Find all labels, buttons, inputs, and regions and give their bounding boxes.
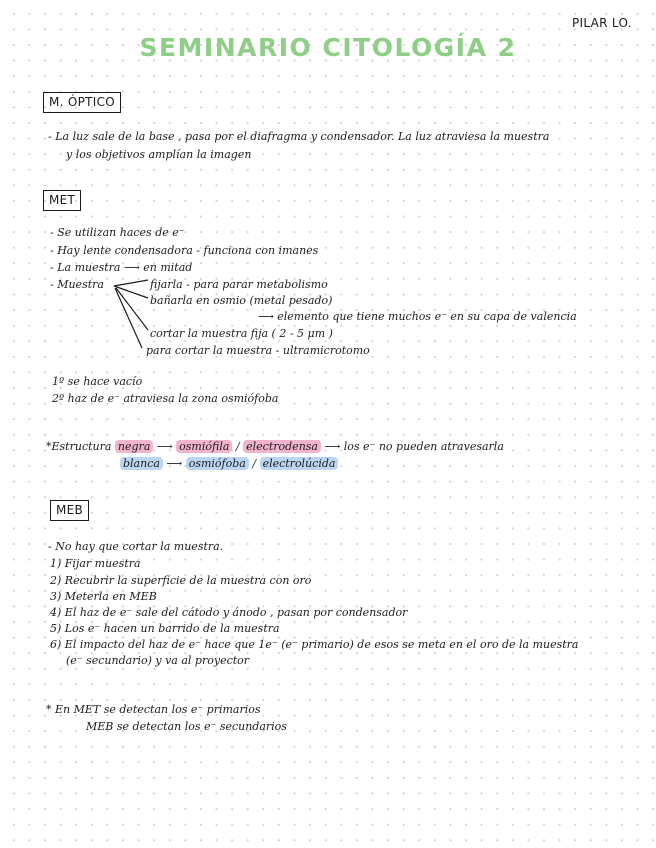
meb-step-6-cont: (e⁻ secundario) y va al proyector bbox=[66, 654, 250, 667]
optico-line-2: y los objetivos amplían la imagen bbox=[66, 148, 252, 161]
met-item-1: - Se utilizan haces de e⁻ bbox=[50, 226, 185, 239]
section-heading-optico: M. ÓPTICO bbox=[43, 92, 121, 113]
met-branch-cortar: cortar la muestra fija ( 2 - 5 μm ) bbox=[150, 327, 333, 340]
note-line-1: * En MET se detectan los e⁻ primarios bbox=[46, 703, 261, 716]
section-heading-meb: MEB bbox=[50, 500, 89, 521]
estructura-label: *Estructura bbox=[46, 440, 112, 453]
met-branch-ultramicrotomo: para cortar la muestra - ultramicrotomo bbox=[146, 344, 370, 357]
author-name: PILAR LO. bbox=[572, 16, 632, 30]
estructura-row-1 bbox=[46, 440, 504, 453]
meb-step-1: 1) Fijar muestra bbox=[50, 557, 141, 570]
met-step-1: 1º se hace vacío bbox=[52, 375, 143, 388]
met-item-2: - Hay lente condensadora - funciona con imanes bbox=[50, 244, 319, 257]
met-branch-osmio: bañarla en osmio (metal pesado) bbox=[150, 294, 333, 307]
section-heading-met: MET bbox=[43, 190, 81, 211]
meb-step-5: 5) Los e⁻ hacen un barrido de la muestra bbox=[50, 622, 280, 635]
met-step-2: 2º haz de e⁻ atraviesa la zona osmiófoba bbox=[52, 392, 279, 405]
page-title: SEMINARIO CITOLOGÍA 2 bbox=[139, 33, 517, 62]
arrow-icon: ⟶ bbox=[166, 457, 183, 470]
meb-step-2: 2) Recubrir la superficie de la muestra con oro bbox=[50, 574, 312, 587]
met-branch-fijar: fijarla - para parar metabolismo bbox=[150, 278, 328, 291]
optico-line-1: - La luz sale de la base , pasa por el diafragma y condensador. La luz atraviesa la muestra bbox=[48, 130, 550, 143]
meb-step-3: 3) Meterla en MEB bbox=[50, 590, 157, 603]
highlight-negra: negra bbox=[115, 440, 153, 453]
highlight-osmiofila: osmiófila bbox=[176, 440, 232, 453]
slash-divider: / bbox=[252, 457, 257, 470]
highlight-osmiofoba: osmiófoba bbox=[186, 457, 249, 470]
highlight-electrolucida: electrolúcida bbox=[260, 457, 339, 470]
slash-divider: / bbox=[235, 440, 240, 453]
highlight-blanca: blanca bbox=[120, 457, 163, 470]
highlight-electrodensa: electrodensa bbox=[243, 440, 321, 453]
met-item-4: - Muestra bbox=[50, 278, 104, 291]
estructura-row-2 bbox=[120, 457, 338, 470]
meb-step-6: 6) El impacto del haz de e⁻ hace que 1e⁻ (e⁻ primario) de esos se meta en el oro de la muestra bbox=[50, 638, 579, 651]
meb-intro: - No hay que cortar la muestra. bbox=[48, 540, 224, 553]
note-line-2: MEB se detectan los e⁻ secundarios bbox=[86, 720, 287, 733]
met-branch-osmio-detail: ⟶ elemento que tiene muchos e⁻ en su capa de valencia bbox=[258, 310, 577, 323]
met-item-3: - La muestra ⟶ en mitad bbox=[50, 261, 193, 274]
estructura-result: ⟶ los e⁻ no pueden atravesarla bbox=[324, 440, 504, 453]
meb-step-4: 4) El haz de e⁻ sale del cátodo y ánodo , pasan por condensador bbox=[50, 606, 408, 619]
arrow-icon: ⟶ bbox=[156, 440, 173, 453]
